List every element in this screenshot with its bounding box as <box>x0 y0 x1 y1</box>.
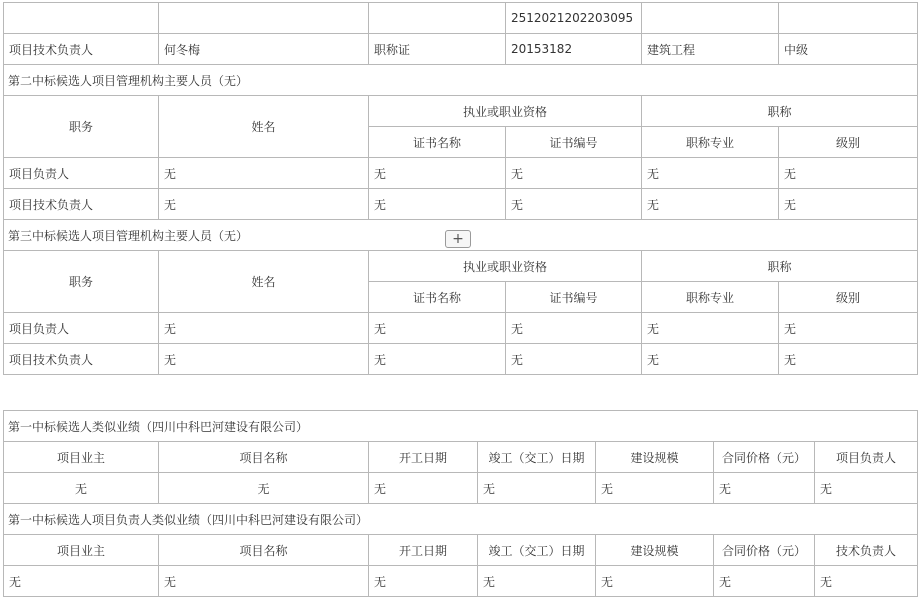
cell: 无 <box>779 189 918 220</box>
header-row <box>4 251 918 282</box>
header-title-major: 职称专业 <box>642 282 779 313</box>
header-row <box>4 96 918 127</box>
cell: 无 <box>815 473 918 504</box>
expand-button[interactable] <box>445 230 471 248</box>
cell <box>159 3 369 34</box>
cell: 无 <box>642 313 779 344</box>
header-project-name: 项目名称 <box>159 442 369 473</box>
cell <box>369 3 506 34</box>
header-cert-no: 证书编号 <box>506 127 642 158</box>
header-finish-date: 竣工（交工）日期 <box>478 442 596 473</box>
cell: 无 <box>478 566 596 597</box>
header-level: 级别 <box>779 282 918 313</box>
cell <box>4 3 159 34</box>
section-title: 第二中标候选人项目管理机构主要人员（无） <box>4 65 918 96</box>
cell: 项目技术负责人 <box>4 344 159 375</box>
header-qualification: 执业或职业资格 <box>369 251 642 282</box>
performance-table <box>3 410 918 597</box>
cell: 无 <box>506 344 642 375</box>
cell: 无 <box>714 473 815 504</box>
section-title-row <box>4 504 918 535</box>
cell: 无 <box>642 158 779 189</box>
cell: 无 <box>506 313 642 344</box>
header-row <box>4 535 918 566</box>
cell: 无 <box>369 344 506 375</box>
header-scale: 建设规模 <box>596 442 714 473</box>
header-cert-no: 证书编号 <box>506 282 642 313</box>
table-row <box>4 313 918 344</box>
cell: 无 <box>369 566 478 597</box>
header-scale: 建设规模 <box>596 535 714 566</box>
table-row <box>4 344 918 375</box>
section-title: 第一中标候选人类似业绩（四川中科巴河建设有限公司） <box>4 411 918 442</box>
section-title: 第三中标候选人项目管理机构主要人员（无） <box>4 220 918 251</box>
header-title: 职称 <box>642 96 918 127</box>
cell: 无 <box>478 473 596 504</box>
header-qualification: 执业或职业资格 <box>369 96 642 127</box>
header-cert-name: 证书名称 <box>369 127 506 158</box>
cell: 无 <box>642 189 779 220</box>
header-start-date: 开工日期 <box>369 535 478 566</box>
cell: 无 <box>4 566 159 597</box>
header-row <box>4 442 918 473</box>
cell: 无 <box>159 313 369 344</box>
section-title-row <box>4 65 918 96</box>
cell: 项目负责人 <box>4 158 159 189</box>
header-title-major: 职称专业 <box>642 127 779 158</box>
header-contract-price: 合同价格（元） <box>714 442 815 473</box>
section-title: 第一中标候选人项目负责人类似业绩（四川中科巴河建设有限公司） <box>4 504 918 535</box>
cell: 无 <box>159 473 369 504</box>
cell: 无 <box>779 158 918 189</box>
duty: 项目技术负责人 <box>4 34 159 65</box>
table-row <box>4 34 918 65</box>
header-tech-lead: 技术负责人 <box>815 535 918 566</box>
cell: 无 <box>159 189 369 220</box>
cell: 无 <box>159 566 369 597</box>
cell: 无 <box>642 344 779 375</box>
cert-name: 职称证 <box>369 34 506 65</box>
header-owner: 项目业主 <box>4 442 159 473</box>
table-row <box>4 566 918 597</box>
cell <box>642 3 779 34</box>
header-duty: 职务 <box>4 96 159 158</box>
header-owner: 项目业主 <box>4 535 159 566</box>
cell: 无 <box>506 189 642 220</box>
header-name: 姓名 <box>159 251 369 313</box>
cell: 无 <box>714 566 815 597</box>
header-duty: 职务 <box>4 251 159 313</box>
header-title: 职称 <box>642 251 918 282</box>
section-title-row <box>4 411 918 442</box>
certificate-number: 2512021202203095 <box>506 3 642 34</box>
cell: 无 <box>596 473 714 504</box>
plus-icon: + <box>452 231 464 247</box>
cell: 无 <box>506 158 642 189</box>
title-level: 中级 <box>779 34 918 65</box>
cell: 无 <box>4 473 159 504</box>
table-row <box>4 158 918 189</box>
cell <box>779 3 918 34</box>
cell: 项目技术负责人 <box>4 189 159 220</box>
cell: 无 <box>159 158 369 189</box>
cell: 无 <box>596 566 714 597</box>
header-manager: 项目负责人 <box>815 442 918 473</box>
header-level: 级别 <box>779 127 918 158</box>
table-row <box>4 3 918 34</box>
cell: 项目负责人 <box>4 313 159 344</box>
table-row <box>4 189 918 220</box>
cell: 无 <box>369 313 506 344</box>
cell: 无 <box>779 313 918 344</box>
cell: 无 <box>815 566 918 597</box>
cell: 无 <box>369 473 478 504</box>
header-start-date: 开工日期 <box>369 442 478 473</box>
header-cert-name: 证书名称 <box>369 282 506 313</box>
header-finish-date: 竣工（交工）日期 <box>478 535 596 566</box>
cell: 无 <box>159 344 369 375</box>
cell: 无 <box>779 344 918 375</box>
person-name: 何冬梅 <box>159 34 369 65</box>
table-row <box>4 473 918 504</box>
header-contract-price: 合同价格（元） <box>714 535 815 566</box>
header-name: 姓名 <box>159 96 369 158</box>
cell: 无 <box>369 189 506 220</box>
header-project-name: 项目名称 <box>159 535 369 566</box>
cert-number: 20153182 <box>506 34 642 65</box>
personnel-table <box>3 2 918 375</box>
cell: 无 <box>369 158 506 189</box>
title-major: 建筑工程 <box>642 34 779 65</box>
